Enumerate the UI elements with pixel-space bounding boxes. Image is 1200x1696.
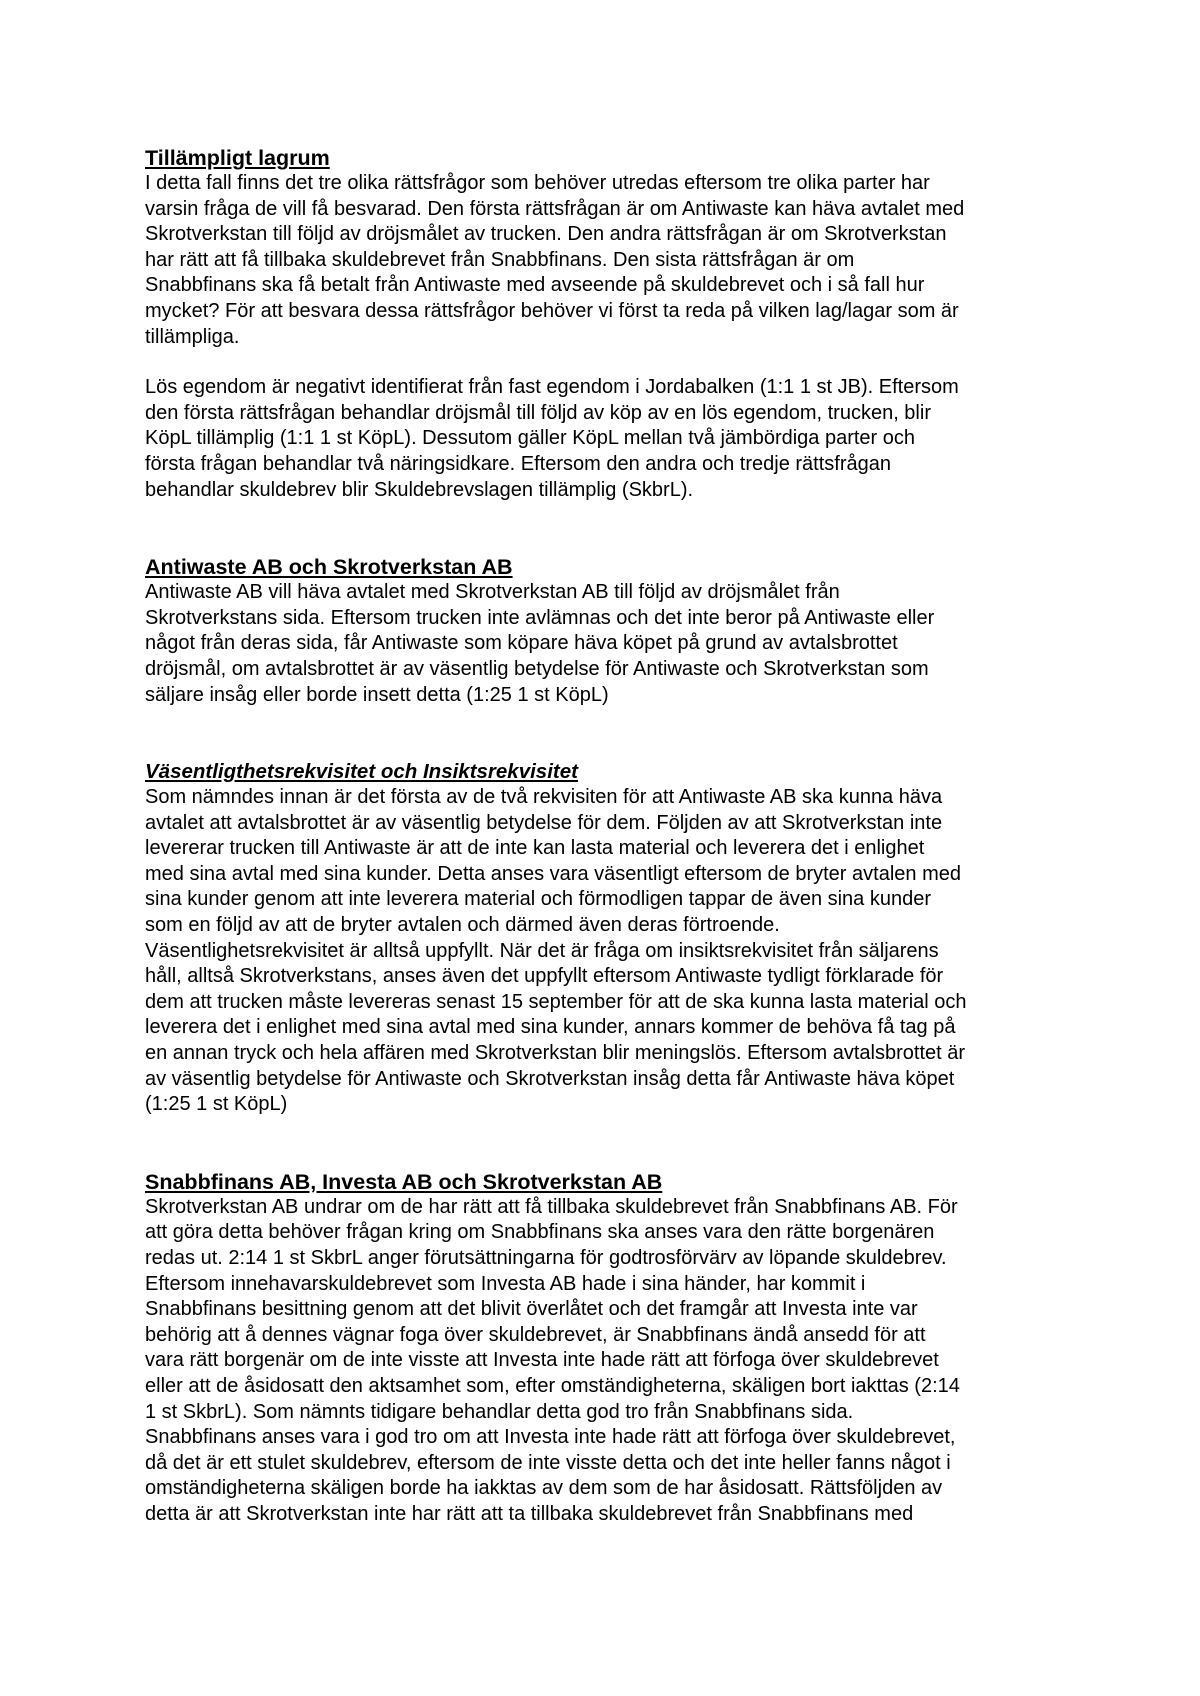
section-spacer xyxy=(145,1118,1080,1169)
paragraph-spacer xyxy=(145,350,1080,375)
paragraph: Antiwaste AB vill häva avtalet med Skrotverkstan AB till följd av dröjsmålet från Skrotverkstans sida. Eftersom trucken inte avlämnas och det inte beror på Antiwaste eller något från deras sida, får Antiwaste som köpare häva köpet på grund av avtalsbrottet dröjsmål, om avtalsbrottet är av väsentlig betydelse för Antiwaste och Skrotverkstan som säljare insåg eller borde insett detta (1:25 1 st KöpL) xyxy=(145,581,935,706)
section-heading-antiwaste-skrotverkstan: Antiwaste AB och Skrotverkstan AB xyxy=(145,555,513,580)
document-body xyxy=(145,145,1080,1528)
section-heading-snabbfinans-investa-skrotverkstan: Snabbfinans AB, Investa AB och Skrotverkstan AB xyxy=(145,1169,663,1194)
paragraph: Lös egendom är negativt identifierat från fast egendom i Jordabalken (1:1 1 st JB). Eftersom den första rättsfrågan behandlar dröjsmål till följd av köp av en lös egendom, trucken, blir KöpL tillämplig (1:1 1 st KöpL). Dessutom gäller KöpL mellan två jämbördiga parter och första frågan behandlar två näringsidkare. Eftersom den andra och tredje rättsfrågan behandlar skuldebrev blir Skuldebrevslagen tillämplig (SkbrL). xyxy=(145,376,959,501)
paragraph: Som nämndes innan är det första av de två rekvisiten för att Antiwaste AB ska kunna häva avtalet att avtalsbrottet är av väsentlig betydelse för dem. Följden av att Skrotverkstan inte levererar trucken till Antiwaste är att de inte kan lasta material och leverera det i enlighet med sina avtal med sina kunder. Detta anses vara väsentligt eftersom de bryter avtalen med sina kunder genom att inte leverera material och förmodligen tappar de även sina kunder som en följd av att de bryter avtalen och därmed även deras förtroende. Väsentlighetsrekvisitet är alltså uppfyllt. När det är fråga om insiktsrekvisitet från säljarens håll, alltså Skrotverkstans, anses även det uppfyllt eftersom Antiwaste tydligt förklarade för dem att trucken måste levereras senast 15 september för att de ska kunna lasta material och leverera det i enlighet med sina avtal med sina kunder, annars kommer de behöva få tag på en annan tryck och hela affären med Skrotverkstan blir meningslös. Eftersom avtalsbrottet är av väsentlig betydelse för Antiwaste och Skrotverkstan insåg detta får Antiwaste häva köpet (1:25 1 st KöpL) xyxy=(145,786,967,1116)
section-heading-tillampligt-lagrum: Tillämpligt lagrum xyxy=(145,146,330,170)
section-spacer xyxy=(145,708,1080,759)
paragraph: Skrotverkstan AB undrar om de har rätt att få tillbaka skuldebrevet från Snabbfinans AB. För att göra detta behöver frågan kring om Snabbfinans ska anses vara den rätte borgenären redas ut. 2:14 1 st SkbrL anger förutsättningarna för godtrosförvärv av löpande skuldebrev. Eftersom innehavarskuldebrevet som Investa AB hade i sina händer, har kommit i Snabbfinans besittning genom att det blivit överlåtet och det framgår att Investa inte var behörig att å dennes vägnar foga över skuldebrevet, är Snabbfinans ändå ansedd för att vara rätt borgenär om de inte visste att Investa inte hade rätt att förfoga över skuldebrevet eller att de åsidosatt den aktsamhet som, efter omständigheterna, skäligen bort iakttas (2:14 1 st SkbrL). Som nämnts tidigare behandlar detta god tro från Snabbfinans sida. Snabbfinans anses vara i god tro om att Investa inte hade rätt att förfoga över skuldebrevet, då det är ett stulet skuldebrev, eftersom de inte visste detta och det inte heller fanns något i omständigheterna skäligen borde ha iakktas av dem som de har åsidosatt. Rättsföljden av detta är att Skrotverkstan inte har rätt att ta tillbaka skuldebrevet från Snabbfinans med xyxy=(145,1195,960,1525)
section-spacer xyxy=(145,503,1080,554)
subheading-rekvisit: Väsentligthetsrekvisitet och Insiktsrekvisitet xyxy=(145,760,578,784)
paragraph: I detta fall finns det tre olika rättsfrågor som behöver utredas eftersom tre olika parter har varsin fråga de vill få besvarad. Den första rättsfrågan är om Antiwaste kan häva avtalet med Skrotverkstan till följd av dröjsmålet av trucken. Den andra rättsfrågan är om Skrotverkstan har rätt att få tillbaka skuldebrevet från Snabbfinans. Den sista rättsfrågan är om Snabbfinans ska få betalt från Antiwaste med avseende på skuldebrevet och i så fall hur mycket? För att besvara dessa rättsfrågor behöver vi först ta reda på vilken lag/lagar som är tillämpliga. xyxy=(145,172,965,348)
